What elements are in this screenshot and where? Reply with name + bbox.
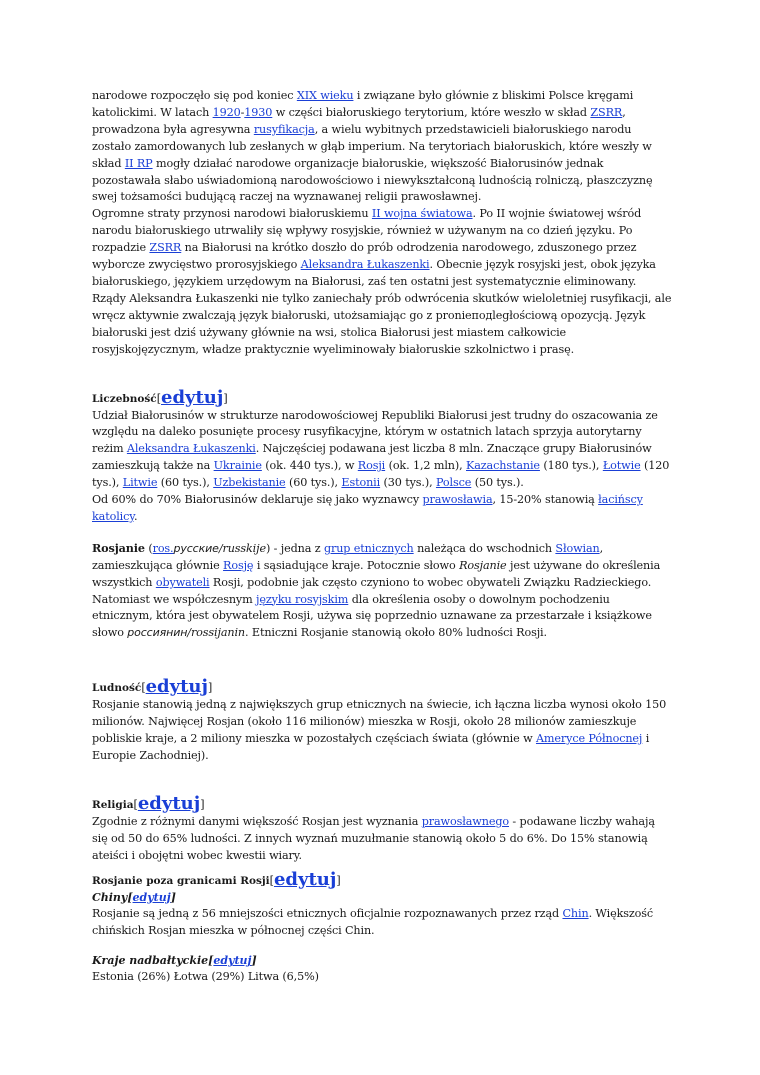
inline-link[interactable]: Uzbekistanie: [213, 476, 286, 490]
heading-text: Religia: [92, 798, 134, 811]
text-run: . Po II wojnie światowej wśród narodu białoruskiego utrwaliły się wpływy rosyjskie, również w używanym na co dzień języku. Po rozpadzie: [92, 207, 642, 255]
ludnosc-paragraph: [92, 697, 672, 765]
edit-link[interactable]: edytuj: [161, 386, 224, 408]
text-run: Ogromne straty przynosi narodowi białoruskiemu: [92, 207, 372, 221]
inline-link[interactable]: Litwie: [122, 476, 158, 490]
text-run: . Etniczni Rosjanie stanowią około 80% ludności Rosji.: [245, 626, 547, 640]
text-run: jest używane do określenia wszystkich: [92, 558, 661, 589]
inline-link[interactable]: Ukrainie: [213, 459, 262, 473]
inline-link[interactable]: obywateli: [155, 575, 210, 589]
intro-paragraph-1: [92, 88, 672, 206]
text-run: .: [133, 509, 138, 523]
edit-link[interactable]: edytuj: [213, 954, 252, 968]
inline-link[interactable]: Ameryce Północnej: [535, 732, 643, 746]
heading-text: Kraje nadbałtyckie: [92, 954, 209, 968]
inline-link[interactable]: Kazachstanie: [466, 459, 540, 473]
inline-link[interactable]: Chin: [562, 906, 589, 920]
text-run: i Europie Zachodniej).: [92, 732, 650, 762]
heading-text: Liczebność: [92, 392, 157, 405]
text-run: (30 tys.),: [380, 476, 436, 490]
edit-link[interactable]: edytuj: [132, 890, 171, 904]
inline-link[interactable]: Polsce: [435, 476, 472, 490]
text-run: (ok. 1,2 mln),: [385, 459, 466, 473]
text-run: -: [240, 105, 245, 119]
text-run: Estonia (26%) Łotwa (29%) Litwa (6,5%): [92, 970, 319, 984]
inline-link[interactable]: 1920: [212, 105, 241, 119]
cyrillic-term: россиянин: [127, 626, 188, 640]
liczebnosc-paragraph-1: [92, 408, 672, 493]
text-run: , zamieszkująca głównie: [92, 541, 604, 572]
text-run: . Większość chińskich Rosjan mieszka w północnej części Chin.: [92, 906, 654, 937]
text-run: . Najczęściej podawana jest liczba 8 mln. Znaczące grupy Białorusinów zamieszkują także na: [92, 442, 652, 473]
italic-term: /rossijanin: [187, 626, 246, 640]
text-run: (180 tys.),: [539, 459, 603, 473]
italic-term: /russkije: [218, 541, 266, 555]
inline-link[interactable]: ZSRR: [149, 241, 182, 255]
inline-link[interactable]: rusyfikacja: [253, 122, 315, 136]
text-run: Zgodnie z różnymi danymi większość Rosjan jest wyznania: [92, 814, 422, 828]
inline-link[interactable]: 1930: [244, 105, 273, 119]
text-run: należąca do wschodnich: [413, 541, 556, 555]
heading-text: Rosjanie poza granicami Rosji: [92, 874, 270, 887]
liczebnosc-paragraph-2: [92, 492, 672, 526]
edit-link[interactable]: edytuj: [273, 868, 337, 890]
inline-link[interactable]: ZSRR: [590, 105, 623, 119]
text-run: i sąsiadujące kraje. Potocznie słowo: [253, 558, 460, 572]
intro-paragraph-2: [92, 206, 672, 358]
section-heading-poza-granicami: Rosjanie poza granicami Rosji[edytuj]: [92, 868, 341, 890]
text-run: - podawane liczby wahają się od 50 do 65% ludności. Z innych wyznań muzułmanie stanowią około 5 do 6%. Do 15% stanowią ateiści i obojętni wobec kwestii wiary.: [92, 814, 655, 862]
text-run: , prowadzona była agresywna: [92, 105, 626, 136]
inline-link[interactable]: prawosławia: [422, 493, 493, 507]
subheading-kraje-nadbaltyckie: Kraje nadbałtyckie[edytuj]: [92, 954, 257, 968]
text-run: w części białoruskiego terytorium, które weszło w skład: [272, 105, 591, 119]
baltyk-paragraph: [92, 969, 672, 986]
cyrillic-term: русские: [173, 541, 219, 555]
inline-link[interactable]: prawosławnego: [421, 814, 509, 828]
italic-term: Rosjanie: [459, 558, 507, 572]
inline-link[interactable]: ros.: [152, 541, 174, 555]
text-run: Rosjanie stanowią jedną z największych grup etnicznych na świecie, ich łączna liczba wynosi około 150 milionów. Najwięcej Rosjan (około 116 milionów) mieszka w Rosji, około 28 milionów zamieszkuje pobliskie kraje, a 2 miliony mieszka w pozostałych częściach świata (głównie w: [92, 698, 667, 746]
inline-link[interactable]: grup etnicznych: [323, 541, 414, 555]
heading-text: Ludność: [92, 682, 142, 695]
inline-link[interactable]: II wojna światowa: [371, 207, 473, 221]
inline-link[interactable]: Rosję: [223, 558, 254, 572]
edit-link[interactable]: edytuj: [137, 792, 201, 814]
document-body: [92, 88, 672, 986]
text-run: , 15-20% stanowią: [492, 493, 599, 507]
inline-link[interactable]: Słowian: [555, 541, 600, 555]
section-heading-ludnosc: Ludność[edytuj]: [92, 676, 213, 698]
text-run: Rosjanie są jedną z 56 mniejszości etnicznych oficjalnie rozpoznawanych przez rząd: [92, 906, 563, 920]
chiny-paragraph: [92, 906, 672, 940]
text-run: (120 tys.),: [92, 459, 670, 490]
text-run: . Obecnie język rosyjski jest, obok języka białoruskiego, językiem urzędowym na Białorusi, zaś ten ostatni jest systematycznie eliminowany. Rządy Aleksandra Łukaszenki nie tylko zaniechały prób odwrócenia skutków wieloletniej rusyfikacji, ale wręcz aktywnie zwalczają język białoruski, utożsamiając go z pronieподległościową opozycją. Język białoruski jest dziś używany głównie na wsi, stolica Białorusi jest miastem całkowicie rosyjskojęzycznym, władze praktycznie wyeliminowały białoruskie szkolnictwo i prasę.: [92, 258, 672, 356]
inline-link[interactable]: II RP: [124, 156, 153, 170]
text-run: narodowe rozpoczęło się pod koniec: [92, 89, 297, 102]
inline-link[interactable]: Aleksandra Łukaszenki: [300, 258, 430, 272]
text-run: (: [144, 541, 153, 555]
bold-term: Rosjanie: [92, 540, 145, 555]
inline-link[interactable]: Łotwie: [602, 459, 641, 473]
edit-link[interactable]: edytuj: [145, 676, 209, 698]
text-run: , a wielu wybitnych przedstawicieli białoruskiego narodu zostało zamordowanych lub zesłanych w głąb imperium. Na terytoriach białoruskich, które weszły w skład: [92, 122, 652, 170]
inline-link[interactable]: Estonii: [341, 476, 381, 490]
text-run: mogły działać narodowe organizacje białoruskie, większość Białorusinów jednak pozostawała słabo uświadomioną narodowościowo i niewykształconą ludnością rolniczą, płaszczyznę swej tożsamości budującą raczej na wyznawanej religii prawosławnej.: [92, 156, 653, 204]
heading-text: Chiny: [92, 890, 128, 904]
text-run: (50 tys.).: [471, 476, 524, 490]
inline-link[interactable]: języku rosyjskim: [256, 592, 349, 606]
section-heading-liczebnosc: Liczebność[edytuj]: [92, 386, 228, 408]
text-run: i związane było głównie z bliskimi Polsce kręgami katolickimi. W latach: [92, 89, 634, 119]
text-run: na Białorusi na krótko doszło do prób odrodzenia narodowego, zduszonego przez wyborcze zwycięstwo prorosyjskiego: [92, 241, 637, 272]
text-run: (60 tys.),: [285, 476, 342, 490]
inline-link[interactable]: Rosji: [357, 459, 386, 473]
text-run: (60 tys.),: [157, 476, 214, 490]
text-run: ) - jedna z: [265, 541, 324, 555]
section-heading-religia: Religia[edytuj]: [92, 792, 205, 814]
text-run: Od 60% do 70% Białorusinów deklaruje się jako wyznawcy: [92, 493, 423, 507]
text-run: (ok. 440 tys.), w: [261, 459, 358, 473]
text-run: Rosji, podobnie jak często czyniono to wobec obywateli Związku Radzieckiego. Natomiast we współczesnym: [92, 575, 652, 606]
text-run: Udział Białorusinów w strukturze narodowościowej Republiki Białorusi jest trudny do oszacowania ze względu na daleko posunięte procesy rusyfikacyjne, którym w ostatnich latach sprzyja autorytarny reżim: [92, 408, 658, 456]
inline-link[interactable]: łacińscy katolicy: [92, 493, 643, 523]
rosjanie-paragraph: [92, 540, 672, 642]
religia-paragraph: [92, 814, 672, 865]
subheading-chiny: Chiny[edytuj]: [92, 890, 176, 904]
inline-link[interactable]: Aleksandra Łukaszenki: [126, 442, 256, 456]
inline-link[interactable]: XIX wieku: [296, 89, 354, 102]
text-run: dla określenia osoby o dowolnym pochodzeniu etnicznym, która jest obywatelem Rosji, używa się poprzednio uznawane za przestarzałe i książkowe słowo: [92, 592, 652, 640]
